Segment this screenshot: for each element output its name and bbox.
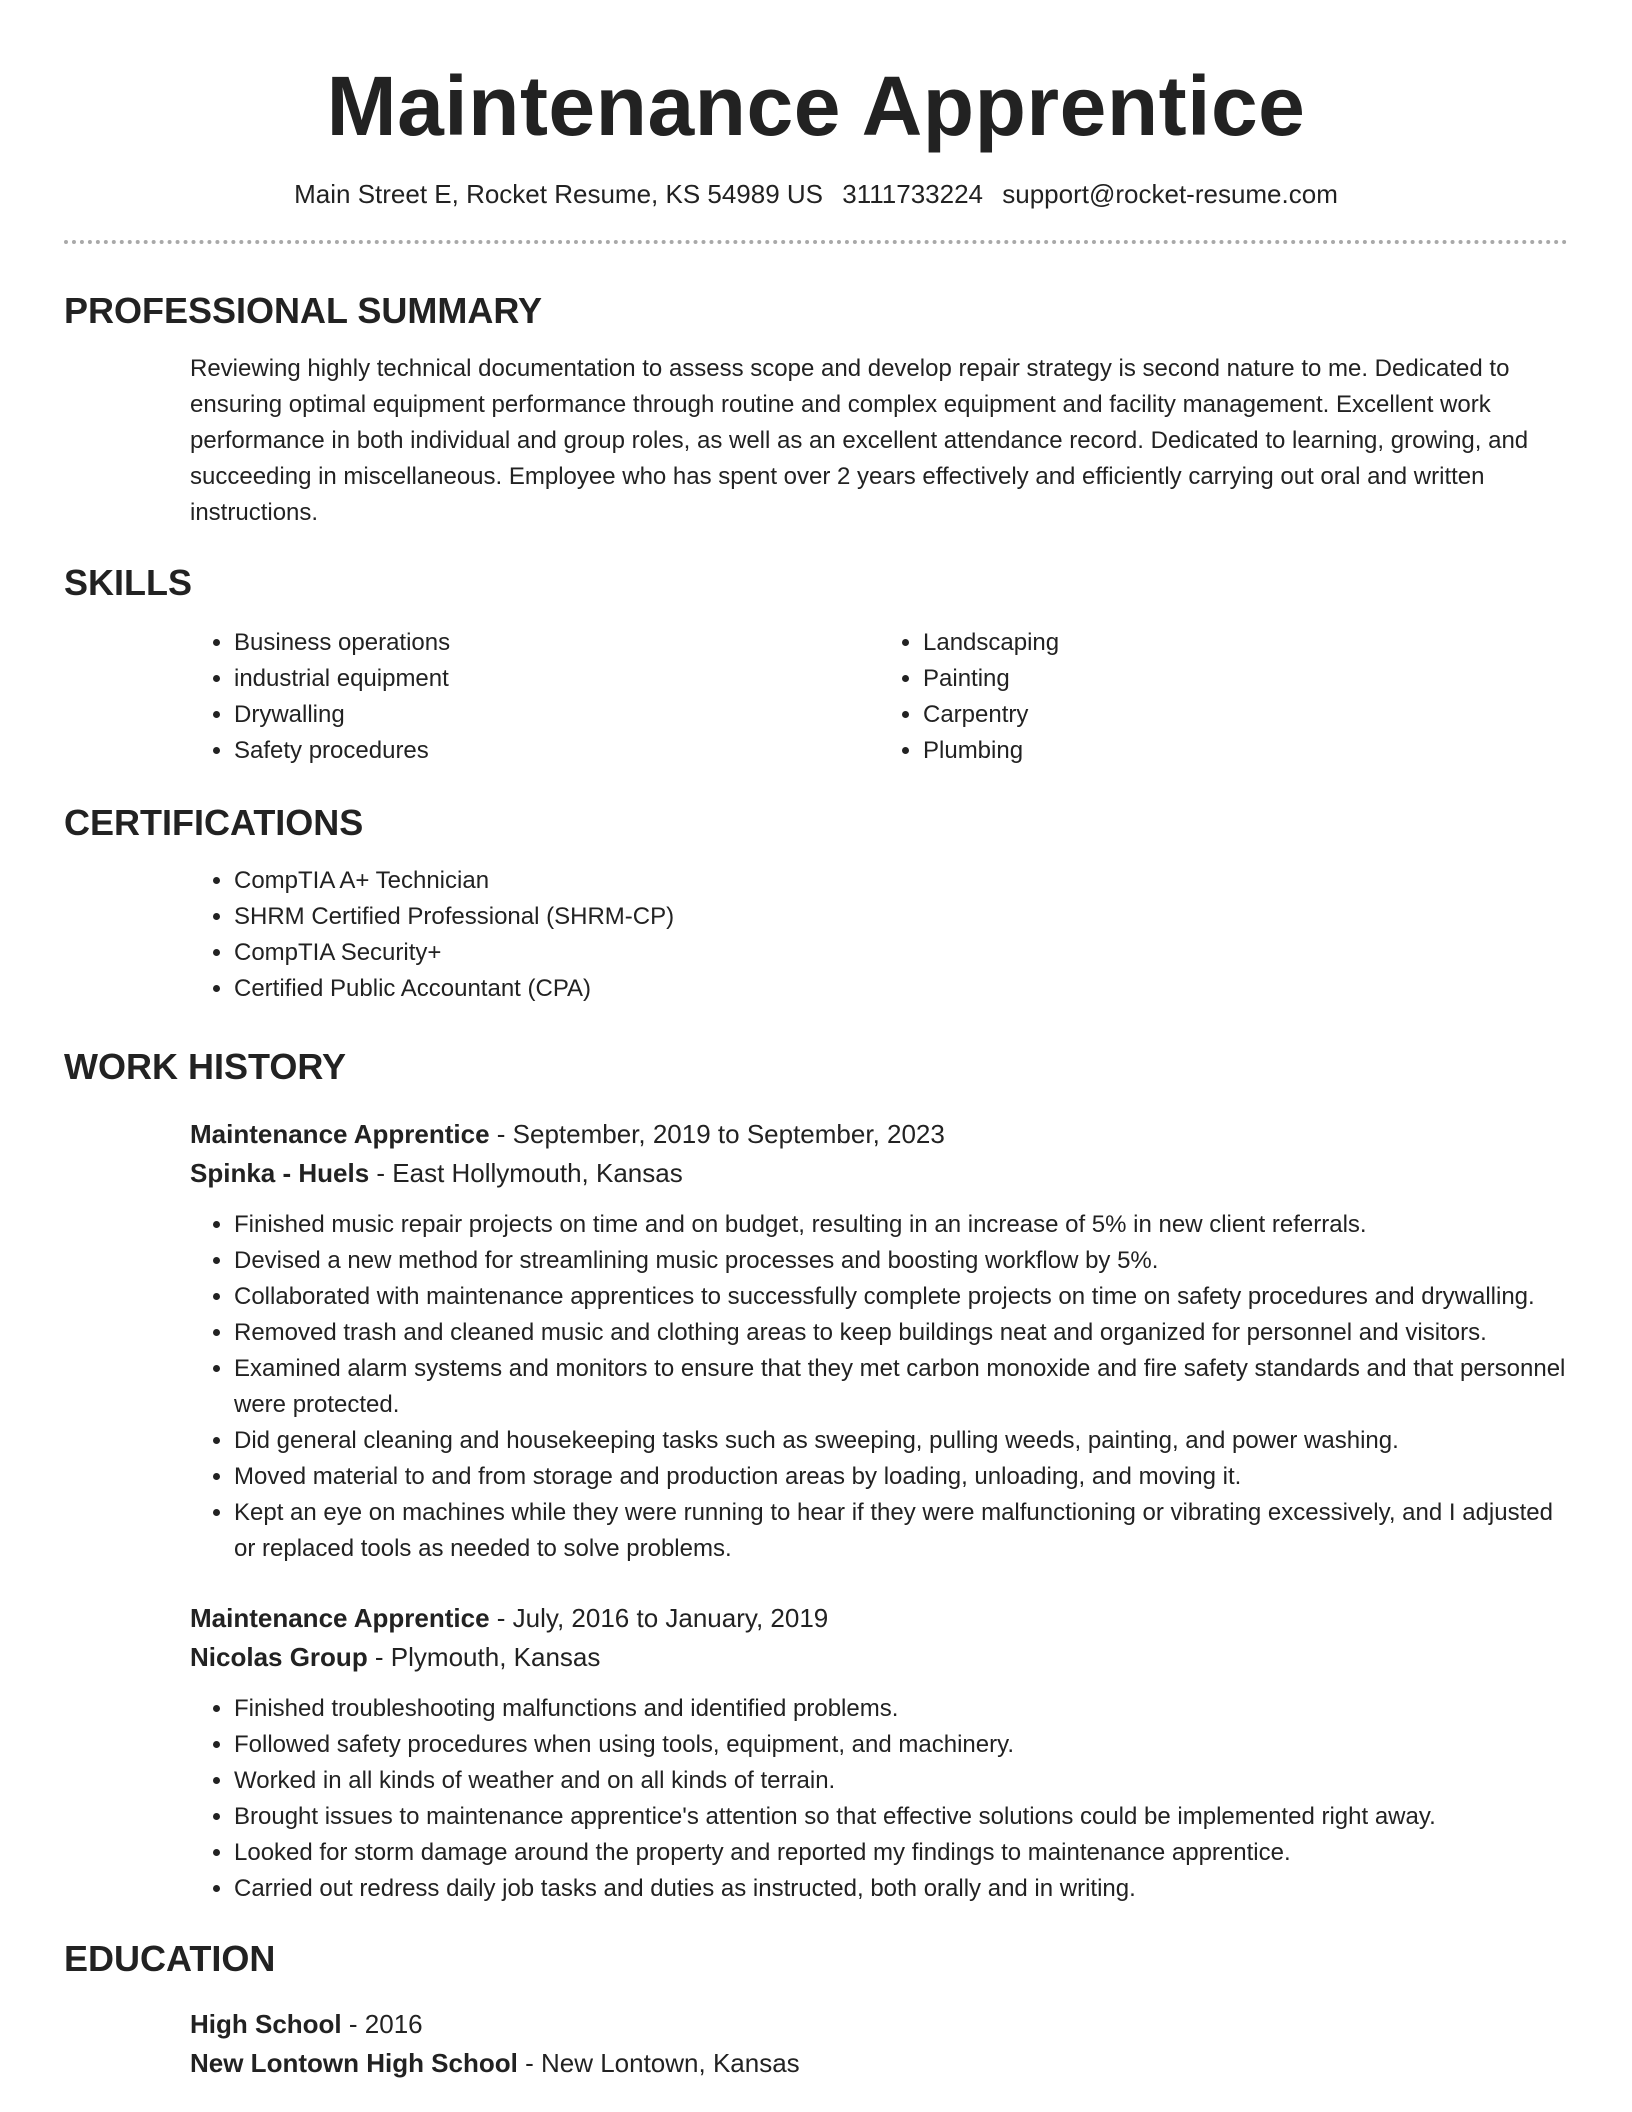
job-bullet: • Worked in all kinds of weather and on all kinds of terrain. [234,1763,1568,1799]
job-location: - East Hollymouth, Kansas [369,1158,683,1188]
resume-name: Maintenance Apprentice [326,59,1306,153]
job-company-line [190,1154,1568,1193]
education-degree: High School [190,2009,342,2039]
education-heading: EDUCATION [64,1938,276,1979]
contact-email: support@rocket-resume.com [1002,179,1338,209]
job-entry [190,1115,1568,1567]
job-bullet: • Finished troubleshooting malfunctions and identified problems. [234,1691,1568,1727]
certifications-list-container [190,863,1568,1007]
resume-page [64,0,1568,2083]
certification-item: • CompTIA A+ Technician [234,863,1568,899]
job-bullet: • Moved material to and from storage and production areas by loading, unloading, and moving it. [234,1459,1568,1495]
certification-item: • CompTIA Security+ [234,935,1568,971]
skills-list-left [190,625,879,769]
job-bullet: • Looked for storm damage around the property and reported my findings to maintenance apprentice. [234,1835,1568,1871]
job-entry [190,1599,1568,1907]
summary-heading: PROFESSIONAL SUMMARY [64,290,543,331]
certification-item: • Certified Public Accountant (CPA) [234,971,1568,1007]
job-bullet: • Did general cleaning and housekeeping tasks such as sweeping, pulling weeds, painting, and power washing. [234,1423,1568,1459]
job-bullet: • Devised a new method for streamlining music processes and boosting workflow by 5%. [234,1243,1568,1279]
job-title-line [190,1115,1568,1154]
certifications-heading: CERTIFICATIONS [64,802,364,843]
job-company: Spinka - Huels [190,1158,370,1188]
certifications-list [190,863,1568,1007]
work-history-heading: WORK HISTORY [64,1046,347,1087]
job-bullet: • Kept an eye on machines while they were running to hear if they were malfunctioning or vibrating excessively, and I adjusted or replaced tools as needed to solve problems. [234,1495,1568,1567]
skills-list-right [879,625,1568,769]
job-bullet: • Collaborated with maintenance apprentices to successfully complete projects on time on safety procedures and drywalling. [234,1279,1568,1315]
job-company-line [190,1638,1568,1677]
skill-item: • Landscaping [923,625,1568,661]
education-location: - New Lontown, Kansas [517,2048,800,2078]
skill-item: • Drywalling [234,697,879,733]
contact-address: Main Street E, Rocket Resume, KS 54989 US [294,179,824,209]
skills-grid [190,625,1568,769]
summary-text: Reviewing highly technical documentation to assess scope and develop repair strategy is second nature to me. Dedicated to ensuring optimal equipment performance through routine and complex equipment and facility management. Excellent work performance in both individual and group roles, as well as an excellent attendance record. Dedicated to learning, growing, and succeeding in miscellaneous. Employee who has spent over 2 years effectively and efficiently carrying out oral and written instructions. [190,355,1529,526]
education-school-line [190,2044,1568,2083]
skill-item: • Plumbing [923,733,1568,769]
job-bullet: • Followed safety procedures when using tools, equipment, and machinery. [234,1727,1568,1763]
job-bullet: • Brought issues to maintenance apprentice's attention so that effective solutions could be implemented right away. [234,1799,1568,1835]
header-divider [64,240,1568,244]
contact-line [64,178,1568,210]
skills-heading: SKILLS [64,562,193,603]
education-year: - 2016 [341,2009,423,2039]
job-bullet: • Carried out redress daily job tasks and duties as instructed, both orally and in writing. [234,1871,1568,1907]
job-dates: - July, 2016 to January, 2019 [489,1603,829,1633]
job-bullet: • Removed trash and cleaned music and clothing areas to keep buildings neat and organized for personnel and visitors. [234,1315,1568,1351]
education-school: New Lontown High School [190,2048,518,2078]
job-role: Maintenance Apprentice [190,1119,490,1149]
job-title-line [190,1599,1568,1638]
job-dates: - September, 2019 to September, 2023 [489,1119,945,1149]
skill-item: • Painting [923,661,1568,697]
education-entry [190,2005,1568,2083]
job-bullet: • Examined alarm systems and monitors to ensure that they met carbon monoxide and fire safety standards and that personnel were protected. [234,1351,1568,1423]
job-bullets [190,1207,1568,1567]
contact-phone: 3111733224 [842,179,984,209]
job-company: Nicolas Group [190,1642,368,1672]
job-bullets [190,1691,1568,1907]
job-location: - Plymouth, Kansas [367,1642,601,1672]
job-bullet: • Finished music repair projects on time and on budget, resulting in an increase of 5% in new client referrals. [234,1207,1568,1243]
job-role: Maintenance Apprentice [190,1603,490,1633]
skill-item: • Safety procedures [234,733,879,769]
skill-item: • Business operations [234,625,879,661]
education-degree-line [190,2005,1568,2044]
skill-item: • industrial equipment [234,661,879,697]
skill-item: • Carpentry [923,697,1568,733]
certification-item: • SHRM Certified Professional (SHRM-CP) [234,899,1568,935]
